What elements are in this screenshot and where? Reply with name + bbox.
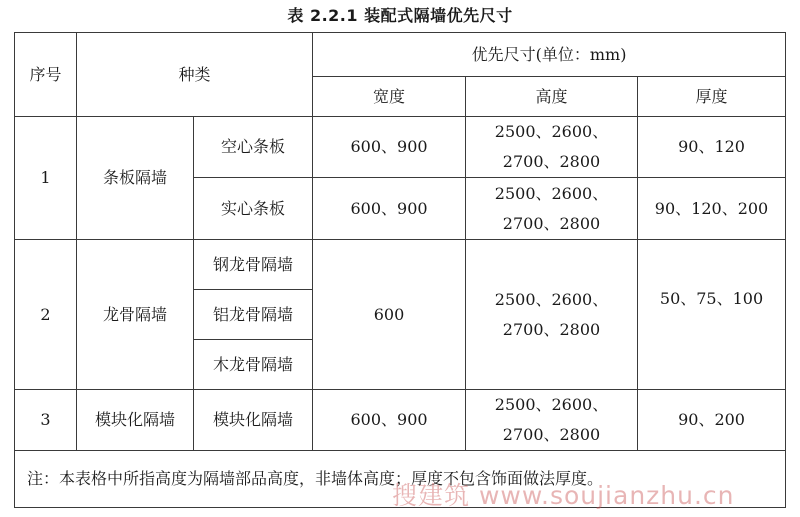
row-height-line-1: 2500、2600、 [494,289,609,309]
row-subtype: 空心条板 [194,117,313,178]
row-thickness: 90、200 [638,390,786,451]
row-height [466,117,638,178]
header-thickness: 厚度 [638,77,786,117]
row-thickness: 90、120、200 [638,178,786,240]
partition-size-table [14,32,786,508]
row-thickness: 90、120 [638,117,786,178]
table-row [15,390,786,451]
row-subtype: 模块化隔墙 [194,390,313,451]
row-height-line-1: 2500、2600、 [494,122,609,141]
note-row [15,451,786,508]
row-subtype: 实心条板 [194,178,313,240]
row-height-line-2: 2700、2800 [502,152,601,171]
row-height-line-1: 2500、2600、 [494,395,609,414]
site-watermark: 搜建筑 www.soujianzhu.cn [392,481,735,510]
row-width: 600 [313,240,466,390]
row-height-line-1: 2500、2600、 [494,183,609,203]
row-no: 3 [15,390,77,451]
header-dims: 优先尺寸(单位：mm) [313,33,786,77]
row-height-line-2: 2700、2800 [502,213,601,233]
table-note: 注：本表格中所指高度为隔墙部品高度，非墙体高度；厚度不包含饰面做法厚度。 [15,451,786,508]
header-row-1 [15,33,786,77]
row-category: 龙骨隔墙 [77,240,194,390]
row-thickness: 50、75、100 [638,240,786,390]
row-category: 条板隔墙 [77,117,194,240]
row-width: 600、900 [313,178,466,240]
table-row [15,117,786,178]
row-no: 2 [15,240,77,390]
table-row [15,240,786,290]
row-width: 600、900 [313,390,466,451]
row-height-line-2: 2700、2800 [502,319,601,339]
header-width: 宽度 [313,77,466,117]
header-height: 高度 [466,77,638,117]
header-no: 序号 [15,33,77,117]
row-width: 600、900 [313,117,466,178]
row-height [466,390,638,451]
row-subtype: 铝龙骨隔墙 [194,290,313,340]
row-height-line-2: 2700、2800 [502,425,601,444]
row-subtype: 钢龙骨隔墙 [194,240,313,290]
header-type: 种类 [77,33,313,117]
row-height [466,240,638,390]
row-no: 1 [15,117,77,240]
row-height [466,178,638,240]
row-category: 模块化隔墙 [77,390,194,451]
table-title: 表 2.2.1 装配式隔墙优先尺寸 [287,6,513,25]
row-subtype: 木龙骨隔墙 [194,340,313,390]
